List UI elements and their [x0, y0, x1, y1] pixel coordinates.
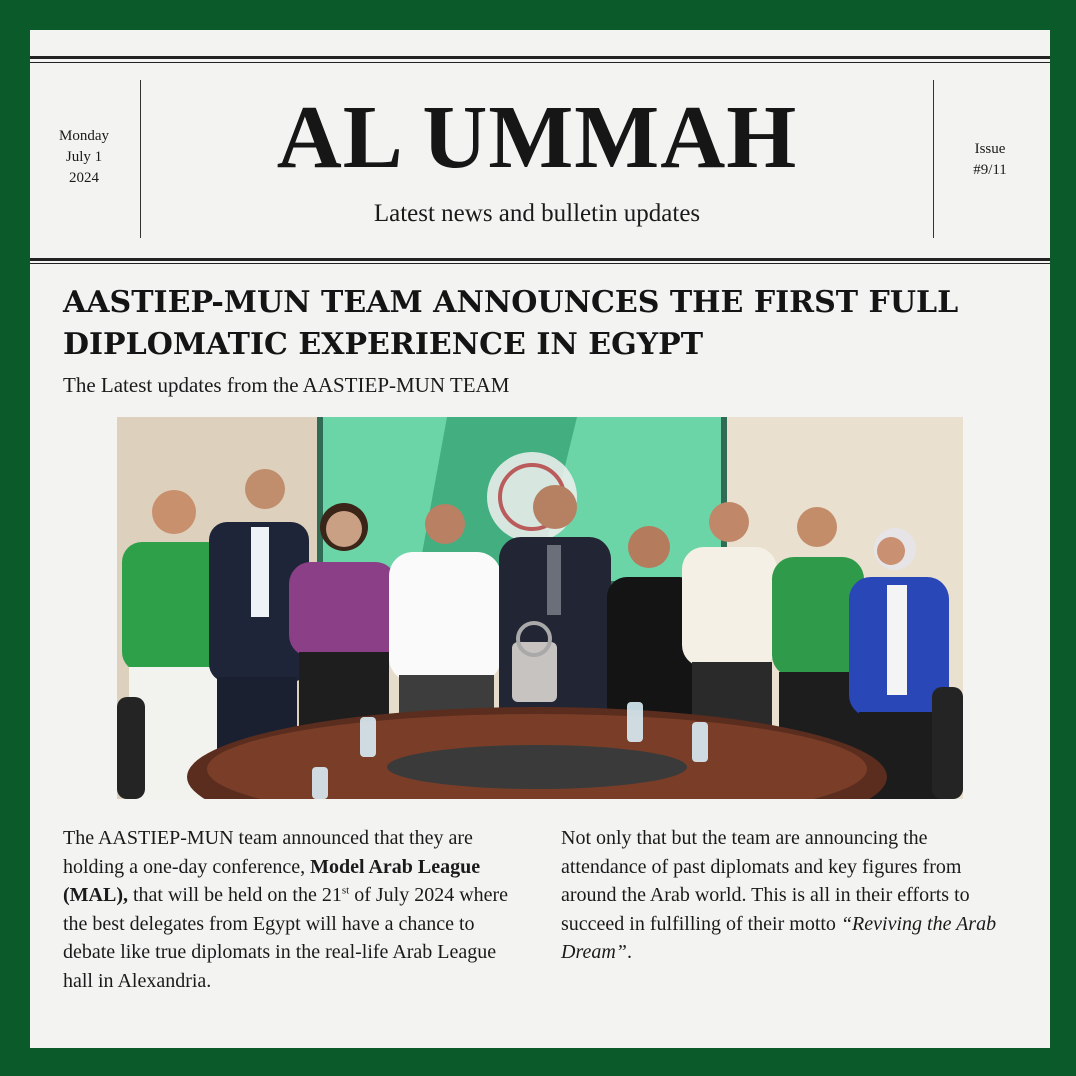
header-bottom-rule-thin	[30, 263, 1050, 264]
issue-number	[950, 139, 1030, 181]
newspaper-page	[30, 30, 1050, 1048]
article-column-right	[561, 824, 1001, 967]
left-text-part2: that will be held on the 21	[132, 884, 342, 907]
group-photo-illustration	[117, 417, 963, 799]
date-day: Monday	[59, 128, 109, 144]
right-text-part1: Not only that but the team are announcing the attendance of past diplomats and key figures from around the Arab world. This is all in their efforts to succeed in fulfilling of their motto	[561, 827, 970, 935]
header-divider-left	[140, 80, 141, 238]
headline-line-2: DIPLOMATIC EXPERIENCE IN EGYPT	[63, 327, 704, 362]
article-subheadline: The Latest updates from the AASTIEP-MUN TEAM	[63, 373, 510, 397]
headline-line-1: AASTIEP-MUN TEAM ANNOUNCES THE FIRST FULL	[63, 285, 959, 320]
left-text-sup: st	[341, 884, 350, 897]
issue-date	[44, 126, 124, 189]
top-rule	[30, 56, 1050, 59]
top-rule-thin	[30, 62, 1050, 63]
left-text-part1: The AASTIEP-MUN team announced that they are holding a one-day conference,	[63, 827, 473, 878]
left-text-bold: Model Arab League (MAL),	[63, 855, 481, 907]
left-text-part3: of July 2024 where the best delegates from Egypt will have a chance to debate like true diplomats in the real-life Arab League hall in Alexandria.	[63, 884, 509, 992]
date-month-day: July 1	[65, 149, 103, 165]
date-year: 2024	[69, 170, 99, 186]
masthead-tagline: Latest news and bulletin updates	[373, 200, 701, 227]
article-column-left	[63, 824, 523, 996]
article-headline	[63, 282, 1023, 366]
header-bottom-rule	[30, 258, 1050, 261]
right-text-motto: “Reviving the Arab Dream”	[561, 912, 997, 964]
article-photo	[117, 417, 963, 799]
masthead-title: AL UMMAH	[276, 88, 798, 187]
issue-label: Issue	[974, 141, 1006, 157]
right-text-end: .	[626, 941, 632, 964]
header-divider-right	[933, 80, 934, 238]
issue-value: #9/11	[973, 162, 1007, 178]
